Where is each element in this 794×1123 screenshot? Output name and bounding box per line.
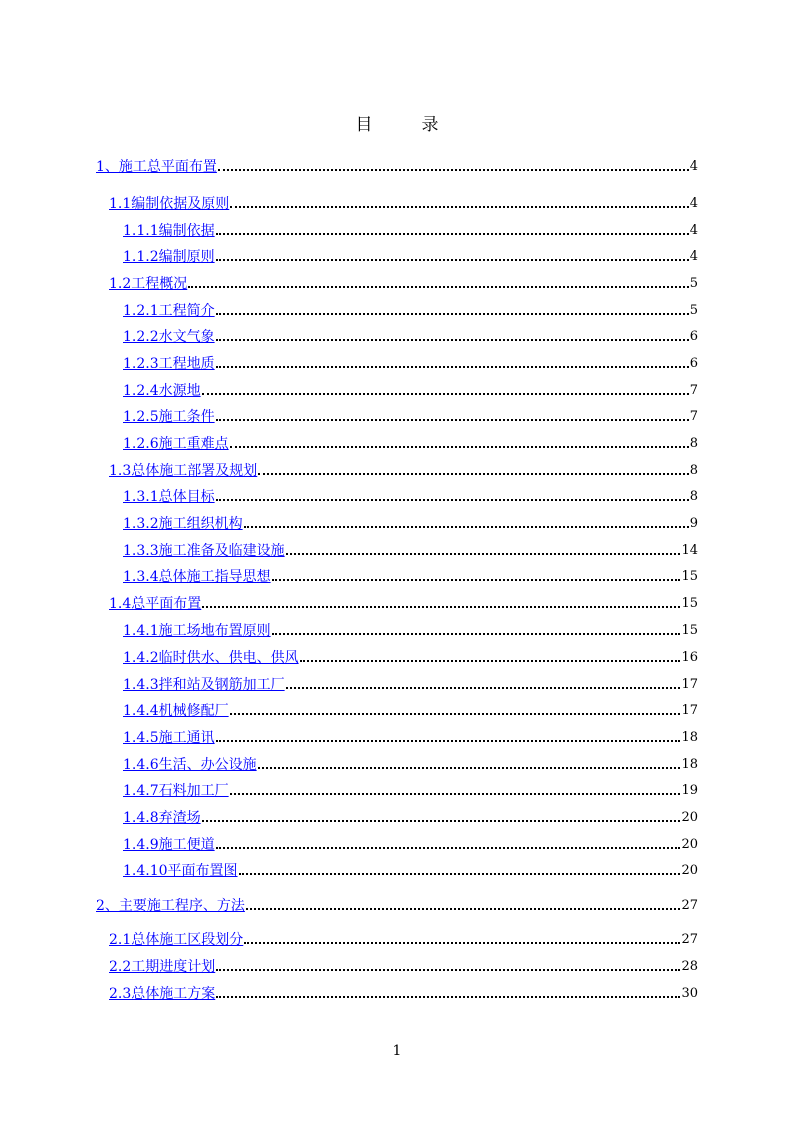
toc-entry-link[interactable]: 1.4.8弃渣场 <box>123 810 201 826</box>
dot-leader <box>286 553 681 555</box>
toc-entry-link[interactable]: 1.4.1施工场地布置原则 <box>123 623 271 639</box>
toc-entry-page: 5 <box>689 276 698 291</box>
toc-entry[interactable] <box>123 566 698 586</box>
toc-entry[interactable] <box>123 807 698 827</box>
toc-entry[interactable] <box>123 220 698 240</box>
dot-leader <box>258 473 688 475</box>
toc-entry[interactable] <box>109 983 698 1003</box>
dot-leader <box>202 820 681 822</box>
toc-entry-page: 20 <box>681 863 698 878</box>
dot-leader <box>230 446 689 448</box>
toc-entry-page: 9 <box>689 516 698 531</box>
dot-leader <box>258 767 681 769</box>
dot-leader <box>300 660 681 662</box>
toc-entry-page: 6 <box>689 356 698 371</box>
dot-leader <box>216 499 689 501</box>
toc-entry[interactable] <box>123 754 698 774</box>
dot-leader <box>244 942 680 944</box>
toc-entry-link[interactable]: 2.1总体施工区段划分 <box>109 932 244 948</box>
toc-entry-link[interactable]: 1.4总平面布置 <box>109 596 202 612</box>
toc-entry-link[interactable]: 1.4.10平面布置图 <box>123 863 238 879</box>
toc-entry-link[interactable]: 1.4.6生活、办公设施 <box>123 757 257 773</box>
toc-entry[interactable] <box>123 620 698 640</box>
toc-entry[interactable] <box>123 300 698 320</box>
toc-entry-link[interactable]: 1.2.1工程简介 <box>123 303 215 319</box>
toc-entry[interactable] <box>96 156 698 176</box>
toc-entry[interactable] <box>123 780 698 800</box>
toc-entry[interactable] <box>123 647 698 667</box>
dot-leader <box>216 419 689 421</box>
page-title: 目 录 <box>355 115 455 135</box>
toc-entry-link[interactable]: 1.2.6施工重难点 <box>123 436 229 452</box>
toc-entry-page: 15 <box>681 596 698 611</box>
toc-entry[interactable] <box>123 353 698 373</box>
toc-entry[interactable] <box>109 593 698 613</box>
dot-leader <box>244 526 689 528</box>
toc-entry-page: 4 <box>689 223 698 238</box>
toc-entry-page: 4 <box>689 196 698 211</box>
toc-entry[interactable] <box>123 433 698 453</box>
toc-entry-page: 27 <box>681 932 698 947</box>
toc-entry[interactable] <box>109 273 698 293</box>
dot-leader <box>216 366 689 368</box>
dot-leader <box>230 713 681 715</box>
dot-leader <box>188 286 688 288</box>
toc-entry[interactable] <box>123 700 698 720</box>
toc-entry-link[interactable]: 1.2.4水源地 <box>123 383 201 399</box>
toc-entry-page: 15 <box>681 623 698 638</box>
toc-entry-page: 18 <box>681 730 698 745</box>
toc-entry-link[interactable]: 1.3.2施工组织机构 <box>123 516 243 532</box>
toc-entry-link[interactable]: 1.2.2水文气象 <box>123 329 215 345</box>
toc-entry-link[interactable]: 1.2.5施工条件 <box>123 409 215 425</box>
toc-entry[interactable] <box>123 834 698 854</box>
toc-entry[interactable] <box>96 895 698 915</box>
toc-entry[interactable] <box>123 727 698 747</box>
toc-entry-link[interactable]: 1.4.9施工便道 <box>123 837 215 853</box>
dot-leader <box>216 259 689 261</box>
toc-entry[interactable] <box>109 929 698 949</box>
toc-entry-page: 6 <box>689 329 698 344</box>
toc-entry-link[interactable]: 1.3.3施工准备及临建设施 <box>123 543 285 559</box>
toc-entry-link[interactable]: 1.3总体施工部署及规划 <box>109 463 258 479</box>
dot-leader <box>230 206 688 208</box>
page-number: 1 <box>392 1043 402 1059</box>
toc-entry-page: 15 <box>681 569 698 584</box>
toc-entry[interactable] <box>123 380 698 400</box>
dot-leader <box>230 793 681 795</box>
dot-leader <box>216 233 689 235</box>
toc-entry-link[interactable]: 1.1.1编制依据 <box>123 223 215 239</box>
dot-leader <box>272 633 681 635</box>
toc-entry-link[interactable]: 1.2工程概况 <box>109 276 188 292</box>
toc-entry[interactable] <box>123 246 698 266</box>
dot-leader <box>216 969 680 971</box>
toc-entry-link[interactable]: 2.3总体施工方案 <box>109 986 216 1002</box>
toc-entry-page: 18 <box>681 757 698 772</box>
dot-leader <box>216 996 680 998</box>
toc-entry-page: 8 <box>689 436 698 451</box>
dot-leader <box>202 393 689 395</box>
toc-entry-page: 27 <box>681 898 698 913</box>
toc-entry-page: 16 <box>681 650 698 665</box>
toc-entry[interactable] <box>109 956 698 976</box>
dot-leader <box>246 908 681 910</box>
toc-entry-page: 20 <box>681 837 698 852</box>
toc-entry-page: 7 <box>689 409 698 424</box>
toc-entry[interactable] <box>123 486 698 506</box>
toc-entry[interactable] <box>123 674 698 694</box>
dot-leader <box>239 873 681 875</box>
toc-entry-page: 28 <box>681 959 698 974</box>
dot-leader <box>286 687 681 689</box>
toc-entry-page: 20 <box>681 810 698 825</box>
toc-entry-page: 5 <box>689 303 698 318</box>
dot-leader <box>216 339 689 341</box>
dot-leader <box>216 847 681 849</box>
toc-entry-link[interactable]: 1.1.2编制原则 <box>123 249 215 265</box>
toc-entry-page: 17 <box>681 703 698 718</box>
toc-entry-page: 8 <box>689 463 698 478</box>
toc-entry-link[interactable]: 1.4.2临时供水、供电、供风 <box>123 650 299 666</box>
toc-entry-page: 19 <box>681 783 698 798</box>
toc-entry[interactable] <box>109 460 698 480</box>
toc-entry[interactable] <box>123 540 698 560</box>
toc-entry[interactable] <box>123 326 698 346</box>
toc-entry-link[interactable]: 1.1编制依据及原则 <box>109 196 230 212</box>
toc-entry-page: 4 <box>689 159 698 174</box>
toc-entry-link[interactable]: 1.2.3工程地质 <box>123 356 215 372</box>
toc-entry[interactable] <box>123 860 698 880</box>
toc-entry-page: 4 <box>689 249 698 264</box>
toc-entry-page: 8 <box>689 489 698 504</box>
toc-entry-page: 17 <box>681 677 698 692</box>
dot-leader <box>272 579 681 581</box>
dot-leader <box>216 313 689 315</box>
toc-entry-page: 14 <box>681 543 698 558</box>
toc-entry-page: 30 <box>681 986 698 1001</box>
toc-entry[interactable] <box>123 406 698 426</box>
toc-entry-link[interactable]: 1.4.5施工通讯 <box>123 730 215 746</box>
toc-entry-link[interactable]: 1.3.4总体施工指导思想 <box>123 569 271 585</box>
toc-entry-link[interactable]: 1.4.3拌和站及钢筋加工厂 <box>123 677 285 693</box>
toc-entry-page: 7 <box>689 383 698 398</box>
toc-entry-link[interactable]: 2.2工期进度计划 <box>109 959 216 975</box>
toc-entry-link[interactable]: 1.3.1总体目标 <box>123 489 215 505</box>
toc-entry-link[interactable]: 2、主要施工程序、方法 <box>96 898 245 914</box>
dot-leader <box>202 606 680 608</box>
toc-entry-link[interactable]: 1、施工总平面布置 <box>96 159 217 175</box>
toc-entry[interactable] <box>123 513 698 533</box>
toc-entry-link[interactable]: 1.4.7石料加工厂 <box>123 783 229 799</box>
toc-entry-link[interactable]: 1.4.4机械修配厂 <box>123 703 229 719</box>
dot-leader <box>218 169 689 171</box>
toc-entry[interactable] <box>109 193 698 213</box>
dot-leader <box>216 740 681 742</box>
